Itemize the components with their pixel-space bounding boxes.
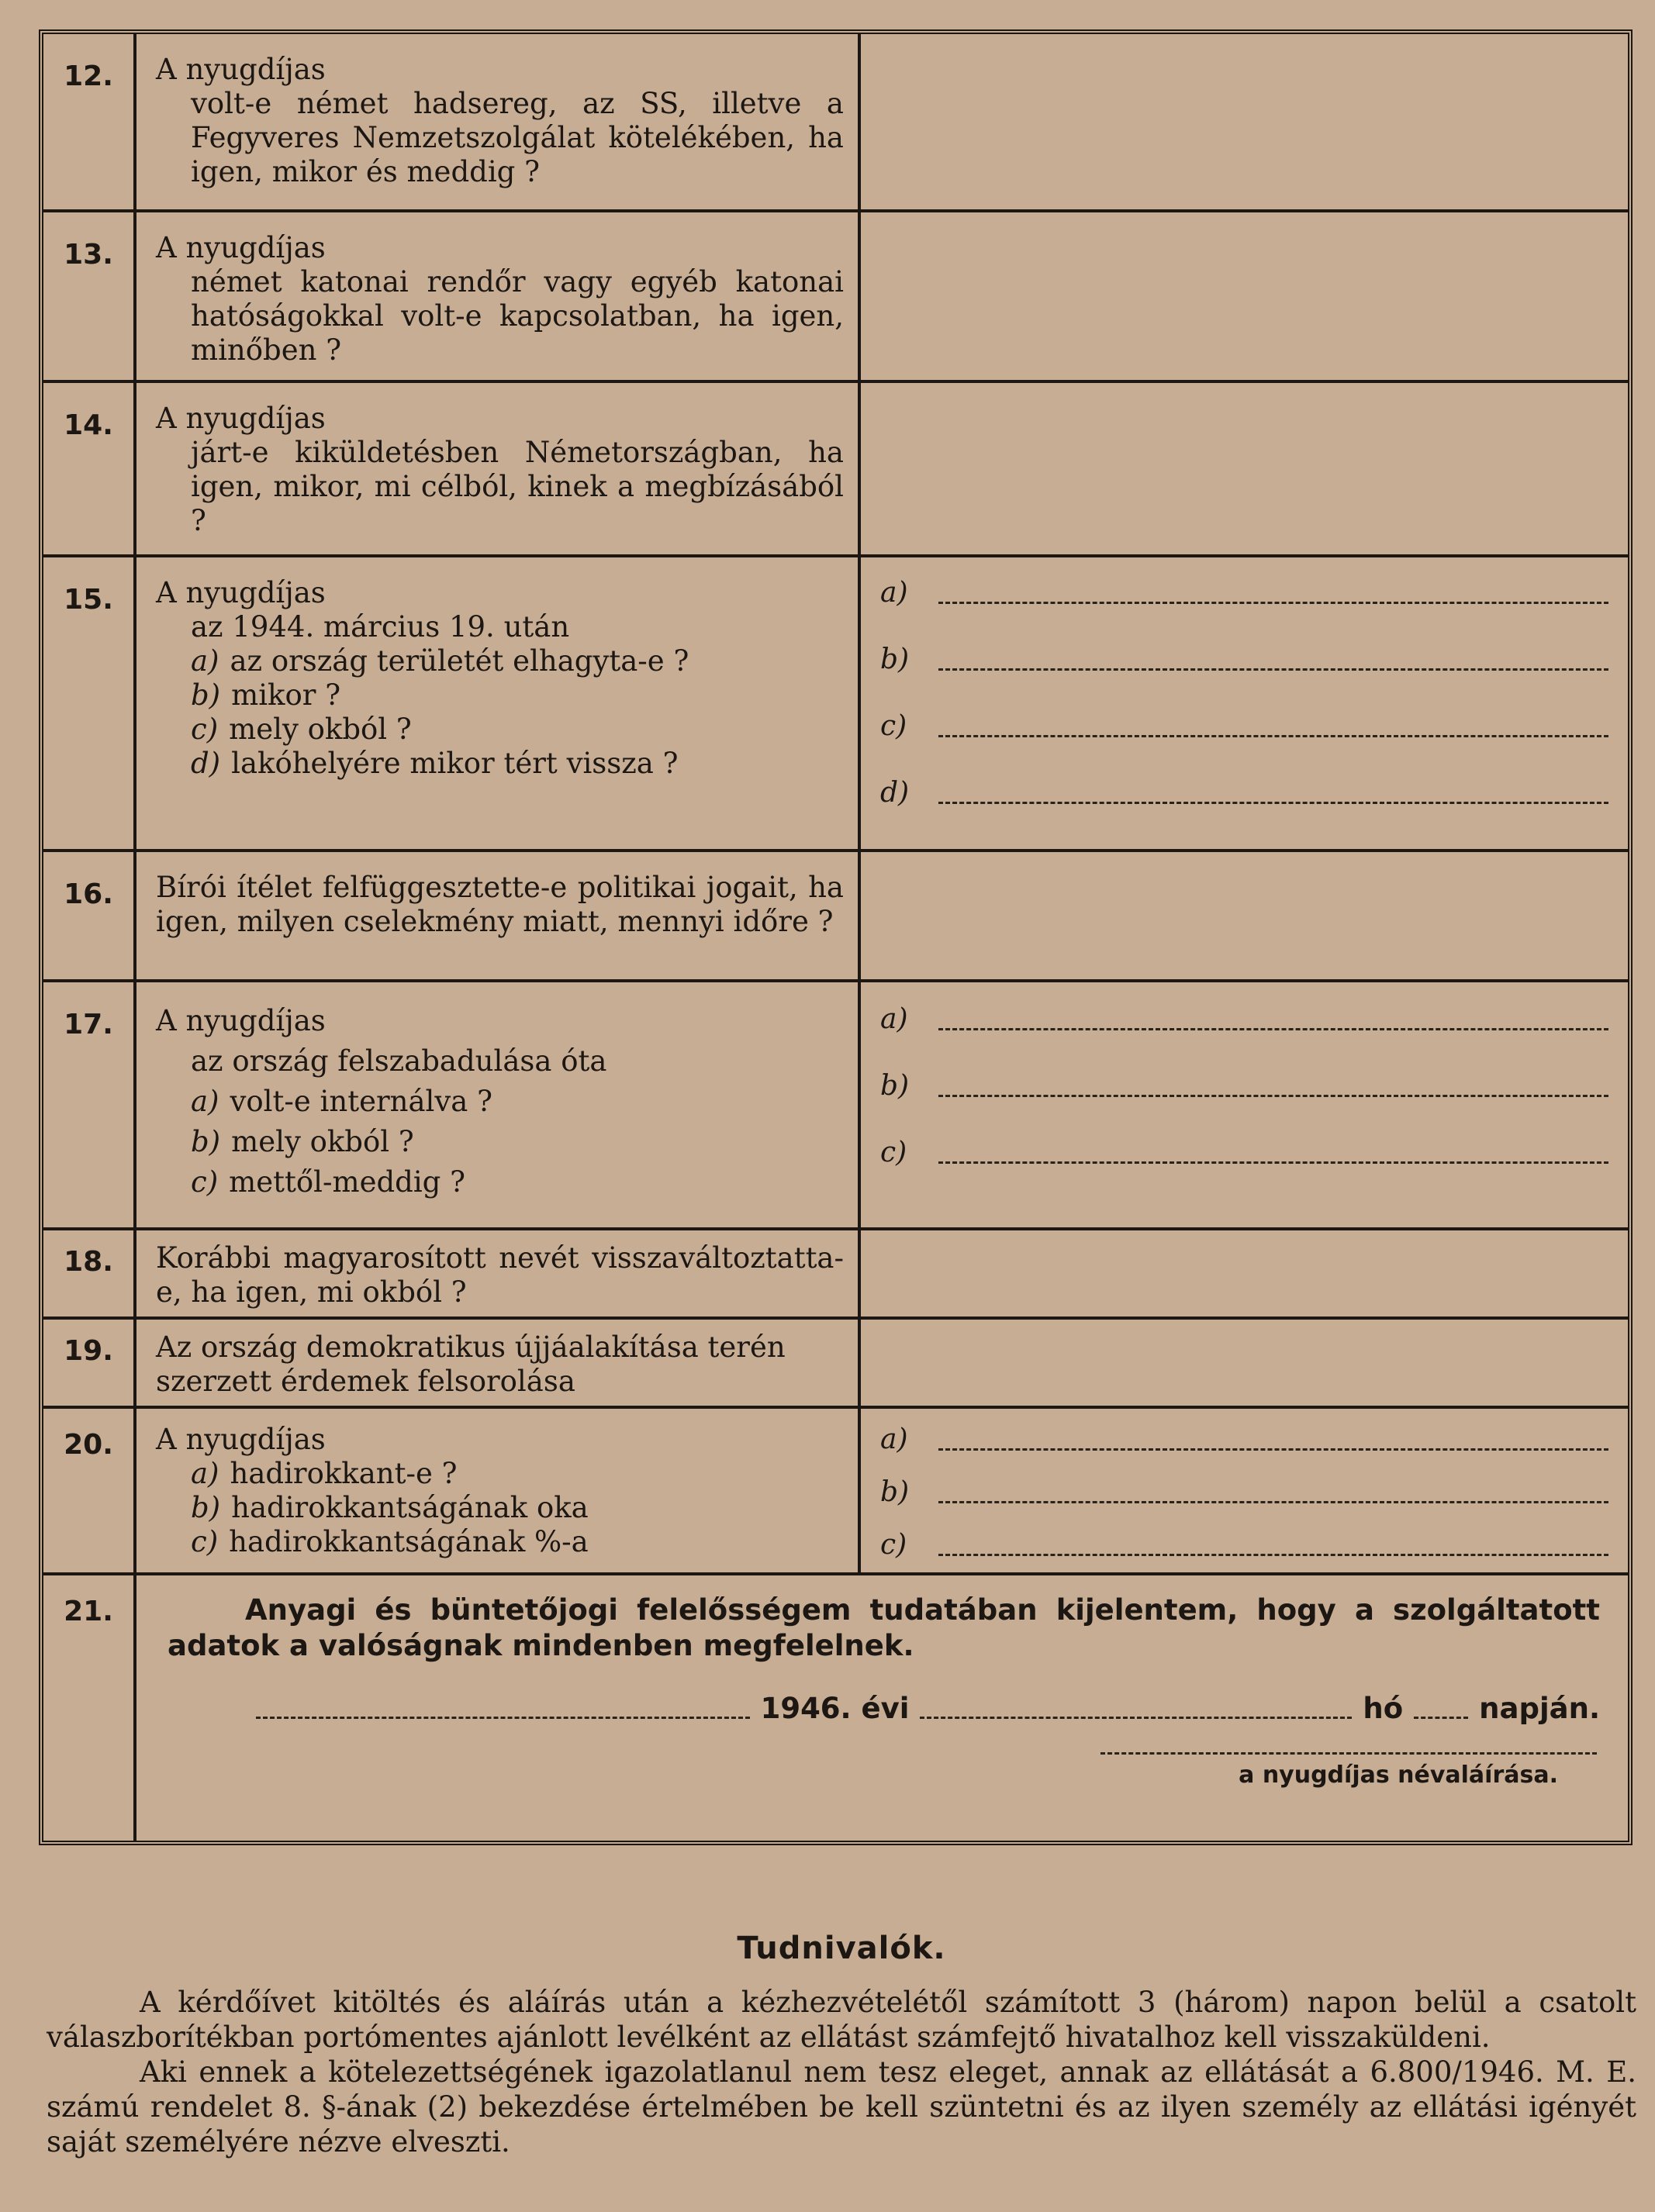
declaration-text: Anyagi és büntetőjogi felelősségem tudatában kijelentem, hogy a szolgáltatott adatok a valóságnak mindenben megfelelnek. <box>168 1593 1600 1662</box>
question-title: A nyugdíjas <box>156 402 326 435</box>
option-a: a) volt-e internálva ? <box>191 1085 492 1118</box>
month-label: hó <box>1363 1692 1404 1725</box>
question-title: A nyugdíjas <box>156 1423 326 1456</box>
row-number: 15. <box>43 557 136 849</box>
answer-line-b[interactable]: b) <box>880 1474 1608 1508</box>
answer-field[interactable] <box>861 212 1628 380</box>
date-line <box>245 1692 1600 1725</box>
day-field[interactable] <box>1414 1717 1468 1719</box>
row-13 <box>43 212 1628 383</box>
question-intro: az ország felszabadulása óta <box>191 1044 607 1078</box>
notes-title: Tudnivalók. <box>737 1931 946 1966</box>
row-number: 14. <box>43 383 136 554</box>
answer-line-c[interactable]: c) <box>880 1527 1608 1561</box>
row-number: 18. <box>43 1230 136 1317</box>
row-17 <box>43 982 1628 1230</box>
notes-section <box>47 1931 1636 2159</box>
question <box>136 852 861 979</box>
row-number: 21. <box>43 1575 136 1841</box>
row-15 <box>43 557 1628 852</box>
row-18 <box>43 1230 1628 1320</box>
answer-field[interactable] <box>861 383 1628 554</box>
question-text: Korábbi magyarosított nevét visszaváltoztatta-e, ha igen, mi okból ? <box>156 1241 844 1309</box>
question <box>136 212 861 380</box>
row-number: 19. <box>43 1320 136 1406</box>
answer-line-a[interactable]: a) <box>880 575 1608 609</box>
notes-paragraph-1: A kérdőívet kitöltés és aláírás után a kézhezvételétől számított 3 (három) napon belül a csatolt válaszborítékban portómentes ajánlott levélként az ellátást számfejtő hivatalhoz kell visszaküldeni. <box>47 1986 1636 2054</box>
signature-field[interactable] <box>1100 1752 1597 1755</box>
question-text: Bírói ítélet felfüggesztette-e politikai jogait, ha igen, milyen cselekmény miatt, mennyi időre ? <box>156 871 844 938</box>
answer-field[interactable] <box>861 852 1628 979</box>
row-21 <box>43 1575 1628 1841</box>
row-19 <box>43 1320 1628 1409</box>
row-number: 16. <box>43 852 136 979</box>
option-c: c) mely okból ? <box>191 713 412 746</box>
answer-line-b[interactable]: b) <box>880 1068 1608 1102</box>
answer-field[interactable] <box>861 1230 1628 1317</box>
year-label: 1946. évi <box>760 1692 910 1725</box>
question-text: volt-e német hadsereg, az SS, illetve a Fegyveres Nemzetszolgálat kötelékében, ha igen, mikor és meddig ? <box>191 87 844 188</box>
question <box>136 1230 861 1317</box>
question-title: A nyugdíjas <box>156 231 326 264</box>
question <box>136 1409 861 1572</box>
option-b: b) hadirokkantságának oka <box>191 1491 589 1524</box>
question <box>136 557 861 849</box>
option-d: d) lakóhelyére mikor tért vissza ? <box>191 747 679 780</box>
question-intro: az 1944. március 19. után <box>191 610 570 644</box>
question <box>136 383 861 554</box>
option-c: c) mettől-meddig ? <box>191 1165 465 1199</box>
answer-line-d[interactable]: d) <box>880 775 1608 809</box>
question-title: A nyugdíjas <box>156 53 326 86</box>
option-b: b) mikor ? <box>191 678 341 712</box>
option-a: a) hadirokkant-e ? <box>191 1457 458 1490</box>
answer-area <box>861 982 1628 1227</box>
row-number: 13. <box>43 212 136 380</box>
answer-line-a[interactable]: a) <box>880 1421 1608 1455</box>
question-title: A nyugdíjas <box>156 576 326 609</box>
row-16 <box>43 852 1628 982</box>
option-a: a) az ország területét elhagyta-e ? <box>191 644 689 678</box>
question-text: járt-e kiküldetésben Németországban, ha igen, mikor, mi célból, kinek a megbízásából ? <box>191 436 844 537</box>
questionnaire-table <box>39 29 1633 1845</box>
answer-line-b[interactable]: b) <box>880 641 1608 675</box>
option-b: b) mely okból ? <box>191 1125 414 1158</box>
row-number: 17. <box>43 982 136 1227</box>
place-field[interactable] <box>256 1717 750 1719</box>
answer-field[interactable] <box>861 34 1628 209</box>
answer-area <box>861 1409 1628 1572</box>
declaration <box>136 1575 1628 1841</box>
question-text: német katonai rendőr vagy egyéb katonai hatóságokkal volt-e kapcsolatban, ha igen, minőben ? <box>191 265 844 367</box>
answer-line-c[interactable]: c) <box>880 1134 1608 1168</box>
question-text: Az ország demokratikus újjáalakítása terén szerzett érdemek felsorolása <box>156 1330 786 1398</box>
month-field[interactable] <box>920 1717 1352 1719</box>
row-12 <box>43 34 1628 212</box>
row-14 <box>43 383 1628 557</box>
answer-area <box>861 557 1628 849</box>
answer-line-a[interactable]: a) <box>880 1001 1608 1035</box>
answer-line-c[interactable]: c) <box>880 708 1608 742</box>
question <box>136 34 861 209</box>
notes-paragraph-2: Aki ennek a kötelezettségének igazolatlanul nem tesz eleget, annak az ellátását a 6.800/1946. M. E. számú rendelet 8. §-ának (2) bekezdése értelmében be kell szüntetni és az ilyen személy az ellátási igényét saját személyére nézve elveszti. <box>47 2055 1636 2159</box>
answer-field[interactable] <box>861 1320 1628 1406</box>
option-c: c) hadirokkantságának %-a <box>191 1525 589 1558</box>
row-20 <box>43 1409 1628 1575</box>
day-label: napján. <box>1479 1692 1600 1725</box>
row-number: 12. <box>43 34 136 209</box>
question <box>136 982 861 1227</box>
question-title: A nyugdíjas <box>156 1004 326 1037</box>
signature-label: a nyugdíjas névaláírása. <box>1239 1762 1558 1789</box>
row-number: 20. <box>43 1409 136 1572</box>
question <box>136 1320 861 1406</box>
